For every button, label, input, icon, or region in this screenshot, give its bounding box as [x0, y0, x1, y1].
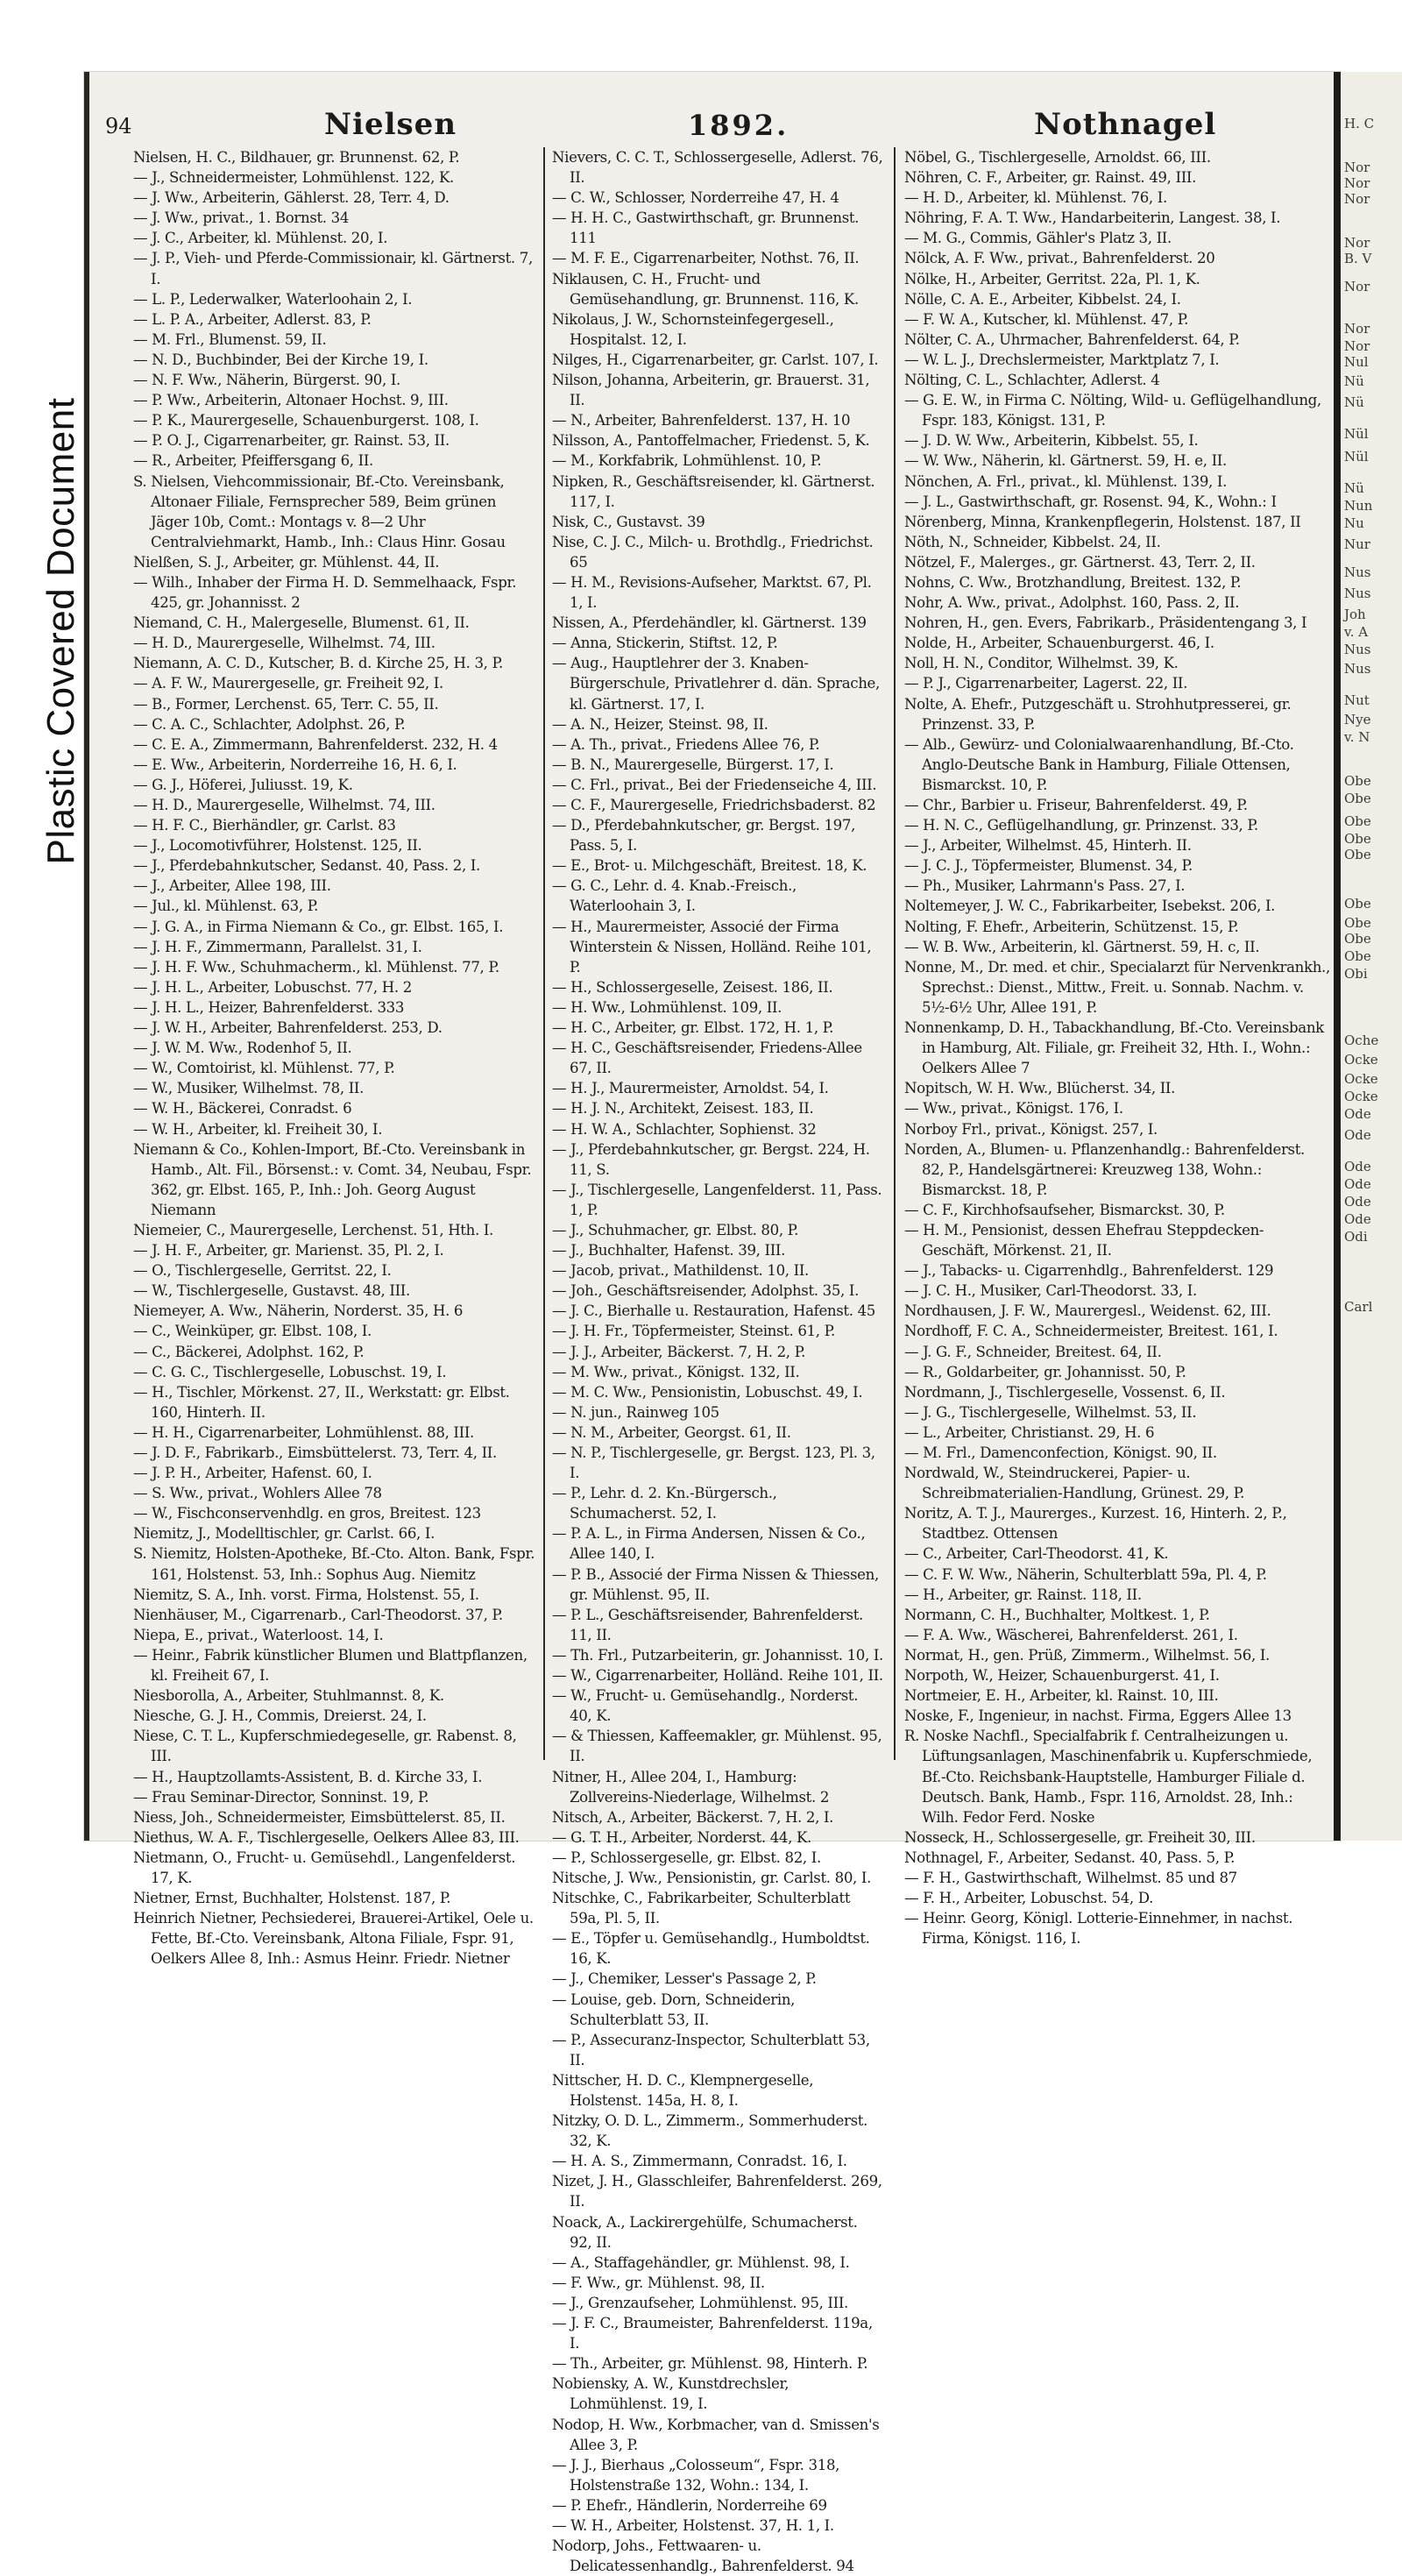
next-page-fragment: Obe: [1344, 791, 1371, 806]
directory-entry: Nölter, C. A., Uhrmacher, Bahrenfelderst. 64, P.: [904, 330, 1240, 348]
directory-entry: — J., Schuhmacher, gr. Elbst. 80, P.: [552, 1221, 799, 1238]
directory-entry: — J. H. L., Heizer, Bahrenfelderst. 333: [133, 998, 405, 1016]
directory-entry: Nonne, M., Dr. med. et chir., Specialarzt für Nervenkrankh., Sprechst.: Dienst., Mittw., Freit. u. Sonnab. Nachm. v. 5½-6½ Uhr, Allee 191, P.: [904, 958, 1330, 1016]
directory-entry: Niklausen, C. H., Frucht- und Gemüsehandlung, gr. Brunnenst. 116, K.: [552, 270, 859, 308]
next-page-fragment: Nus: [1344, 564, 1371, 580]
directory-entry: Nopitsch, W. H. Ww., Blücherst. 34, II.: [904, 1080, 1176, 1097]
next-page-fragment: Obi: [1344, 966, 1368, 982]
directory-entry: Noritz, A. T. J., Maurerges., Kurzest. 16, Hinterh. 2, P., Stadtbez. Ottensen: [904, 1505, 1287, 1543]
directory-entry: Nietner, Ernst, Buchhalter, Holstenst. 187, P.: [133, 1890, 451, 1907]
directory-entry: S. Niemitz, Holsten-Apotheke, Bf.-Cto. Alton. Bank, Fspr. 161, Holstenst. 53, Inh.: Sophus Aug. Niemitz: [133, 1545, 535, 1583]
next-page-fragment: Nor: [1344, 321, 1370, 337]
directory-entry: Nolte, A. Ehefr., Putzgeschäft u. Strohhutpresserei, gr. Prinzenst. 33, P.: [904, 695, 1292, 733]
directory-entry: — Aug., Hauptlehrer der 3. Knaben-Bürgerschule, Privatlehrer d. dän. Sprache, kl. Gärtnerst. 17, I.: [552, 655, 880, 713]
directory-entry: — N., Arbeiter, Bahrenfelderst. 137, H. 10: [552, 412, 851, 429]
directory-entry: Nizet, J. H., Glasschleifer, Bahrenfelderst. 269, II.: [552, 2173, 882, 2211]
directory-column-2: [552, 147, 883, 2575]
directory-entry: Niepa, E., privat., Waterloost. 14, I.: [133, 1626, 384, 1643]
next-page-fragment: Nü: [1344, 480, 1364, 496]
directory-entry: Normann, C. H., Buchhalter, Moltkest. 1, P.: [904, 1606, 1210, 1623]
directory-entry: — J. W. M. Ww., Rodenhof 5, II.: [133, 1040, 352, 1057]
directory-entry: — N. D., Buchbinder, Bei der Kirche 19, I.: [133, 351, 428, 368]
directory-entry: — C. F. W. Ww., Näherin, Schulterblatt 59a, Pl. 4, P.: [904, 1565, 1267, 1583]
directory-entry: Niemand, C. H., Malergeselle, Blumenst. 61, II.: [133, 614, 470, 632]
directory-entry: — Ph., Musiker, Lahrmann's Pass. 27, I.: [904, 877, 1186, 895]
directory-entry: — W. Ww., Näherin, kl. Gärtnerst. 59, H. e, II.: [904, 452, 1227, 470]
next-page-fragment: Nun: [1344, 498, 1373, 514]
directory-column-1: [133, 147, 536, 1968]
directory-entry: — Th. Frl., Putzarbeiterin, gr. Johannisst. 10, I.: [552, 1646, 883, 1664]
next-page-fragment: Nü: [1344, 373, 1364, 389]
directory-entry: Nipken, R., Geschäftsreisender, kl. Gärtnerst. 117, I.: [552, 472, 875, 510]
directory-entry: — J. C., Bierhalle u. Restauration, Hafenst. 45: [552, 1302, 876, 1320]
column-rule: [543, 147, 545, 1760]
directory-entry: — J., Arbeiter, Wilhelmst. 45, Hinterh. II.: [904, 837, 1192, 855]
directory-entry: Nitsche, J. Ww., Pensionistin, gr. Carlst. 80, I.: [552, 1869, 872, 1886]
directory-entry: — O., Tischlergeselle, Gerritst. 22, I.: [133, 1262, 392, 1280]
next-page-strip: [1341, 72, 1402, 1841]
directory-entry: Noltemeyer, J. W. C., Fabrikarbeiter, Isebekst. 206, I.: [904, 898, 1276, 915]
directory-entry: Nortmeier, E. H., Arbeiter, kl. Rainst. 10, III.: [904, 1687, 1219, 1705]
directory-entry: Nothnagel, F., Arbeiter, Sedanst. 40, Pass. 5, P.: [904, 1849, 1236, 1866]
directory-entry: — G. T. H., Arbeiter, Norderst. 44, K.: [552, 1828, 811, 1846]
directory-entry: — S. Ww., privat., Wohlers Allee 78: [133, 1485, 382, 1502]
directory-entry: — L., Arbeiter, Christianst. 29, H. 6: [904, 1423, 1155, 1441]
directory-entry: — J. G. A., in Firma Niemann & Co., gr. Elbst. 165, I.: [133, 918, 504, 935]
directory-entry: — N. F. Ww., Näherin, Bürgerst. 90, I.: [133, 372, 400, 389]
next-page-fragment: Odi: [1344, 1229, 1368, 1245]
next-page-fragment: Ode: [1344, 1211, 1371, 1227]
directory-entry: Nielsen, H. C., Bildhauer, gr. Brunnenst. 62, P.: [133, 149, 460, 166]
directory-entry: Niemitz, J., Modelltischler, gr. Carlst. 66, I.: [133, 1525, 435, 1543]
directory-entry: Nievers, C. C. T., Schlossergeselle, Adlerst. 76, II.: [552, 149, 883, 187]
directory-entry: — H. Ww., Lohmühlenst. 109, II.: [552, 998, 782, 1016]
next-page-fragment: Obe: [1344, 931, 1371, 947]
directory-entry: — Ww., privat., Königst. 176, I.: [904, 1100, 1123, 1118]
directory-entry: — Chr., Barbier u. Friseur, Bahrenfelderst. 49, P.: [904, 797, 1248, 813]
directory-entry: — J. W. H., Arbeiter, Bahrenfelderst. 253, D.: [133, 1019, 443, 1037]
directory-entry: — P. J., Cigarrenarbeiter, Lagerst. 22, II.: [904, 675, 1188, 692]
next-page-fragment: Nus: [1344, 585, 1371, 601]
directory-entry: — J., Arbeiter, Allee 198, III.: [133, 877, 331, 895]
next-page-fragment: Nul: [1344, 354, 1369, 370]
directory-entry: — M. C. Ww., Pensionistin, Lobuschst. 49, I.: [552, 1383, 863, 1401]
directory-entry: — Jul., kl. Mühlenst. 63, P.: [133, 898, 319, 915]
directory-entry: Nötzel, F., Malerges., gr. Gärtnerst. 43, Terr. 2, II.: [904, 553, 1256, 571]
directory-entry: Nonnenkamp, D. H., Tabackhandlung, Bf.-Cto. Vereinsbank in Hamburg, Alt. Filiale, gr. Freiheit 32, Hth. I., Wohn.: Oelkers Allee 7: [904, 1019, 1324, 1077]
directory-entry: — W., Comtoirist, kl. Mühlenst. 77, P.: [133, 1060, 395, 1077]
directory-entry: Nise, C. J. C., Milch- u. Brothdlg., Friedrichst. 65: [552, 533, 874, 571]
directory-entry: — W. L. J., Drechslermeister, Marktplatz 7, I.: [904, 351, 1220, 368]
directory-entry: — H. H., Cigarrenarbeiter, Lohmühlenst. 88, III.: [133, 1423, 474, 1441]
next-page-fragment: Nor: [1344, 235, 1370, 251]
directory-entry: Nölting, C. L., Schlachter, Adlerst. 4: [904, 372, 1160, 389]
directory-entry: — M., Korkfabrik, Lohmühlenst. 10, P.: [552, 452, 822, 470]
next-page-fragment: Carl: [1344, 1299, 1373, 1315]
directory-entry: — F. A. Ww., Wäscherei, Bahrenfelderst. 261, I.: [904, 1626, 1238, 1643]
directory-entry: Nölle, C. A. E., Arbeiter, Kibbelst. 24, I.: [904, 290, 1181, 308]
directory-entry: Nilges, H., Cigarrenarbeiter, gr. Carlst. 107, I.: [552, 351, 879, 368]
directory-entry: — A. F. W., Maurergeselle, gr. Freiheit 92, I.: [133, 675, 443, 692]
directory-entry: — P. K., Maurergeselle, Schauenburgerst. 108, I.: [133, 412, 479, 429]
directory-entry: — L. P., Lederwalker, Waterloohain 2, I.: [133, 290, 413, 308]
directory-entry: — E., Töpfer u. Gemüsehandlg., Humboldtst. 16, K.: [552, 1930, 870, 1968]
directory-entry: — H. W. A., Schlachter, Sophienst. 32: [552, 1120, 817, 1138]
directory-entry: — F. H., Arbeiter, Lobuschst. 54, D.: [904, 1890, 1154, 1907]
directory-entry: — B. N., Maurergeselle, Bürgerst. 17, I.: [552, 756, 834, 773]
directory-entry: — M. Frl., Blumenst. 59, II.: [133, 330, 327, 348]
directory-entry: — Alb., Gewürz- und Colonialwaarenhandlung, Bf.-Cto. Anglo-Deutsche Bank in Hamburg, Filiale Ottensen, Bismarckst. 10, P.: [904, 735, 1294, 793]
next-page-fragment: Ode: [1344, 1127, 1371, 1143]
directory-entry: — M. Ww., privat., Königst. 132, II.: [552, 1363, 800, 1380]
directory-entry: Nienhäuser, M., Cigarrenarb., Carl-Theodorst. 37, P.: [133, 1606, 503, 1623]
next-page-fragment: Ocke: [1344, 1052, 1378, 1068]
directory-entry: — W., Cigarrenarbeiter, Holländ. Reihe 101, II.: [552, 1667, 883, 1685]
directory-entry: — J. J., Arbeiter, Bäckerst. 7, H. 2, P.: [552, 1343, 806, 1360]
directory-entry: — H., Tischler, Mörkenst. 27, II., Werkstatt: gr. Elbst. 160, Hinterh. II.: [133, 1383, 510, 1421]
directory-entry: Niemitz, S. A., Inh. vorst. Firma, Holstenst. 55, I.: [133, 1586, 479, 1603]
directory-entry: — J. H. F. Ww., Schuhmacherm., kl. Mühlenst. 77, P.: [133, 958, 499, 976]
directory-entry: Niemann, A. C. D., Kutscher, B. d. Kirche 25, H. 3, P.: [133, 655, 503, 672]
next-page-fragment: Nor: [1344, 191, 1370, 207]
directory-entry: — J. F. C., Braumeister, Bahrenfelderst. 119a, I.: [552, 2315, 873, 2352]
directory-entry: — H. M., Revisions-Aufseher, Marktst. 67, Pl. 1, I.: [552, 573, 872, 612]
directory-entry: — H. F. C., Bierhändler, gr. Carlst. 83: [133, 817, 396, 834]
directory-entry: — N. P., Tischlergeselle, gr. Bergst. 123, Pl. 3, I.: [552, 1444, 875, 1482]
directory-entry: — J. P. H., Arbeiter, Hafenst. 60, I.: [133, 1465, 372, 1482]
directory-entry: — W., Frucht- u. Gemüsehandlg., Norderst. 40, K.: [552, 1687, 859, 1725]
sidebar-strip: [0, 0, 81, 1908]
next-page-fragment: Nye: [1344, 712, 1371, 727]
directory-entry: — P., Schlossergeselle, gr. Elbst. 82, I.: [552, 1849, 821, 1866]
next-page-fragment: Obe: [1344, 831, 1371, 847]
next-page-fragment: Nü: [1344, 394, 1364, 410]
directory-entry: — C. F., Maurergeselle, Friedrichsbaderst. 82: [552, 797, 876, 813]
directory-entry: — H. C., Arbeiter, gr. Elbst. 172, H. 1, P.: [552, 1019, 834, 1037]
directory-entry: Nöhren, C. F., Arbeiter, gr. Rainst. 49, III.: [904, 169, 1197, 187]
running-head-left: Nielsen: [324, 107, 457, 142]
directory-entry: — J., Tabacks- u. Cigarrenhdlg., Bahrenfelderst. 129: [904, 1262, 1274, 1280]
directory-entry: Niese, C. T. L., Kupferschmiedegeselle, gr. Rabenst. 8, III.: [133, 1728, 517, 1765]
directory-entry: — J., Tischlergeselle, Langenfelderst. 11, Pass. 1, P.: [552, 1181, 882, 1218]
directory-entry: — H. H. C., Gastwirthschaft, gr. Brunnenst. 111: [552, 209, 860, 247]
directory-entry: — C. E. A., Zimmermann, Bahrenfelderst. 232, H. 4: [133, 735, 498, 753]
directory-entry: — H. J. N., Architekt, Zeisest. 183, II.: [552, 1100, 814, 1118]
directory-entry: Nohren, H., gen. Evers, Fabrikarb., Präsidentengang 3, I: [904, 614, 1307, 632]
next-page-fragment: Nül: [1344, 449, 1369, 465]
directory-entry: — J., Pferdebahnkutscher, gr. Bergst. 224, H. 11, S.: [552, 1140, 870, 1178]
directory-entry: — H. D., Arbeiter, kl. Mühlenst. 76, I.: [904, 189, 1167, 207]
directory-entry: — C. A. C., Schlachter, Adolphst. 26, P.: [133, 715, 406, 733]
next-page-fragment: v. A: [1344, 624, 1369, 640]
directory-entry: — H. M., Pensionist, dessen Ehefrau Steppdecken-Geschäft, Mörkenst. 21, II.: [904, 1221, 1264, 1260]
directory-entry: Norpoth, W., Heizer, Schauenburgerst. 41, I.: [904, 1667, 1220, 1685]
directory-entry: — J. G. F., Schneider, Breitest. 64, II.: [904, 1343, 1162, 1360]
directory-entry: — W., Fischconservenhdlg. en gros, Breitest. 123: [133, 1505, 481, 1522]
directory-entry: — J. D. F., Fabrikarb., Eimsbüttelerst. 73, Terr. 4, II.: [133, 1444, 497, 1461]
directory-entry: — E., Brot- u. Milchgeschäft, Breitest. 18, K.: [552, 857, 867, 875]
directory-entry: Nölck, A. F. Ww., privat., Bahrenfelderst. 20: [904, 250, 1215, 267]
directory-entry: Nölke, H., Arbeiter, Gerritst. 22a, Pl. 1, K.: [904, 270, 1200, 287]
directory-entry: — H., Maurermeister, Associé der Firma Winterstein & Nissen, Holländ. Reihe 101, P.: [552, 918, 872, 976]
directory-entry: — H., Arbeiter, gr. Rainst. 118, II.: [904, 1586, 1142, 1603]
next-page-fragment: Nor: [1344, 160, 1370, 175]
directory-entry: Nodorp, Johs., Fettwaaren- u. Delicatessenhandlg., Bahrenfelderst. 94: [552, 2537, 854, 2575]
directory-entry: — M. Frl., Damenconfection, Königst. 90, II.: [904, 1444, 1217, 1461]
next-page-fragment: Obe: [1344, 948, 1371, 964]
next-page-fragment: Nu: [1344, 515, 1364, 531]
directory-entry: Nittscher, H. D. C., Klempnergeselle, Holstenst. 145a, H. 8, I.: [552, 2071, 814, 2109]
directory-entry: Nielßen, S. J., Arbeiter, gr. Mühlenst. 44, II.: [133, 553, 440, 571]
directory-entry: — J., Chemiker, Lesser's Passage 2, P.: [552, 1970, 817, 1988]
page-header: [105, 107, 1306, 145]
directory-entry: Nitschke, C., Fabrikarbeiter, Schulterblatt 59a, Pl. 5, II.: [552, 1890, 851, 1927]
directory-entry: — C., Weinküper, gr. Elbst. 108, I.: [133, 1323, 372, 1340]
directory-entry: — E. Ww., Arbeiterin, Norderreihe 16, H. 6, I.: [133, 756, 457, 773]
directory-entry: Heinrich Nietner, Pechsiederei, Brauerei-Artikel, Oele u. Fette, Bf.-Cto. Vereinsbank, Altona Filiale, Fspr. 91, Oelkers Allee 8, Inh.: Asmus Heinr. Friedr. Nietner: [133, 1910, 534, 1968]
directory-entry: — J. H. L., Arbeiter, Lobuschst. 77, H. 2: [133, 978, 412, 996]
next-page-fragment: Obe: [1344, 813, 1371, 829]
directory-entry: — L. P. A., Arbeiter, Adlerst. 83, P.: [133, 310, 372, 328]
directory-entry: Nikolaus, J. W., Schornsteinfegergesell., Hospitalst. 12, I.: [552, 310, 834, 348]
directory-entry: Nitzky, O. D. L., Zimmerm., Sommerhuderst. 32, K.: [552, 2112, 868, 2150]
directory-entry: — J., Pferdebahnkutscher, Sedanst. 40, Pass. 2, I.: [133, 857, 480, 875]
directory-entry: Nietmann, O., Frucht- u. Gemüsehdl., Langenfelderst. 17, K.: [133, 1849, 516, 1886]
directory-entry: — P., Lehr. d. 2. Kn.-Bürgersch., Schumacherst. 52, I.: [552, 1485, 777, 1522]
next-page-fragment: v. N: [1344, 729, 1370, 745]
next-page-fragment: Ocke: [1344, 1071, 1378, 1087]
next-page-fragment: Joh: [1344, 607, 1366, 622]
directory-entry: — H. D., Maurergeselle, Wilhelmst. 74, III.: [133, 635, 435, 652]
directory-entry: — M. F. E., Cigarrenarbeiter, Nothst. 76, II.: [552, 250, 860, 267]
directory-entry: — J., Grenzaufseher, Lohmühlenst. 95, III.: [552, 2294, 848, 2311]
directory-entry: — H. N. C., Geflügelhandlung, gr. Prinzenst. 33, P.: [904, 817, 1258, 834]
directory-entry: Nordhoff, F. C. A., Schneidermeister, Breitest. 161, I.: [904, 1323, 1278, 1340]
directory-entry: Niesborolla, A., Arbeiter, Stuhlmannst. 8, K.: [133, 1687, 444, 1705]
directory-entry: — A. N., Heizer, Steinst. 98, II.: [552, 715, 768, 733]
directory-entry: R. Noske Nachfl., Specialfabrik f. Centralheizungen u. Lüftungsanlagen, Maschinenfabrik u. Kupferschmiede, Bf.-Cto. Reichsbank-Hauptstelle, Hamburger Filiale d. Deutsch. Bank, Hamb., Fspr. 116, Arnoldst. 28, Inh.: Wilh. Fedor Ferd. Noske: [904, 1728, 1313, 1826]
directory-entry: — F. Ww., gr. Mühlenst. 98, II.: [552, 2274, 765, 2291]
directory-entry: — C. W., Schlosser, Norderreihe 47, H. 4: [552, 189, 839, 207]
directory-entry: — H., Hauptzollamts-Assistent, B. d. Kirche 33, I.: [133, 1768, 483, 1785]
directory-entry: — P. Ww., Arbeiterin, Altonaer Hochst. 9, III.: [133, 392, 449, 409]
directory-entry: — J. H. F., Zimmermann, Parallelst. 31, I.: [133, 938, 422, 955]
directory-entry: Nobiensky, A. W., Kunstdrechsler, Lohmühlenst. 19, I.: [552, 2375, 790, 2413]
next-page-fragment: Nül: [1344, 426, 1369, 442]
plastic-cover-label: Plastic Covered Document: [39, 397, 82, 865]
next-page-fragment: Nor: [1344, 338, 1370, 354]
directory-entry: — J. G., Tischlergeselle, Wilhelmst. 53, II.: [904, 1403, 1197, 1421]
running-head-year: 1892.: [688, 109, 790, 142]
directory-entry: — C., Arbeiter, Carl-Theodorst. 41, K.: [904, 1545, 1169, 1563]
directory-entry: — & Thiessen, Kaffeemakler, gr. Mühlenst. 95, II.: [552, 1728, 882, 1765]
directory-entry: Norden, A., Blumen- u. Pflanzenhandlg.: Bahrenfelderst. 82, P., Handelsgärtnerei: Kreuzweg 138, Wohn.: Bismarckst. 18, P.: [904, 1140, 1305, 1198]
directory-entry: — J. Ww., privat., 1. Bornst. 34: [133, 209, 350, 227]
directory-entry: — Jacob, privat., Mathildenst. 10, II.: [552, 1262, 809, 1280]
directory-entry: Noack, A., Lackirergehülfe, Schumacherst. 92, II.: [552, 2213, 858, 2251]
directory-entry: — B., Former, Lerchenst. 65, Terr. C. 55, II.: [133, 695, 439, 713]
directory-entry: Nilson, Johanna, Arbeiterin, gr. Brauerst. 31, II.: [552, 372, 870, 409]
next-page-fragment: Nus: [1344, 642, 1371, 657]
directory-entry: Niemeyer, A. Ww., Näherin, Norderst. 35, H. 6: [133, 1302, 464, 1320]
directory-entry: — P. O. J., Cigarrenarbeiter, gr. Rainst. 53, II.: [133, 432, 450, 450]
directory-entry: — W. H., Bäckerei, Conradst. 6: [133, 1100, 352, 1118]
directory-entry: — Wilh., Inhaber der Firma H. D. Semmelhaack, Fspr. 425, gr. Johannisst. 2: [133, 573, 517, 612]
directory-entry: — Heinr. Georg, Königl. Lotterie-Einnehmer, in nachst. Firma, Königst. 116, I.: [904, 1910, 1293, 1948]
directory-entry: — H., Schlossergeselle, Zeisest. 186, II.: [552, 978, 833, 996]
directory-entry: Nordhausen, J. F. W., Maurergesl., Weidenst. 62, III.: [904, 1302, 1271, 1320]
directory-entry: Norboy Frl., privat., Königst. 257, I.: [904, 1120, 1158, 1138]
next-page-fragment: Nus: [1344, 661, 1371, 677]
page-number: 94: [105, 114, 132, 138]
directory-entry: — H. J., Maurermeister, Arnoldst. 54, I.: [552, 1080, 829, 1097]
directory-entry: Nisk, C., Gustavst. 39: [552, 513, 705, 530]
directory-entry: Nitsch, A., Arbeiter, Bäckerst. 7, H. 2, I.: [552, 1808, 834, 1826]
directory-entry: — J. Ww., Arbeiterin, Gählerst. 28, Terr. 4, D.: [133, 189, 450, 207]
next-page-fragment: Nor: [1344, 279, 1370, 295]
directory-entry: — H. D., Maurergeselle, Wilhelmst. 74, III.: [133, 797, 435, 813]
directory-entry: — A., Staffagehändler, gr. Mühlenst. 98, I.: [552, 2253, 850, 2271]
directory-entry: — N. M., Arbeiter, Georgst. 61, II.: [552, 1423, 791, 1441]
running-head-right: Nothnagel: [1034, 107, 1217, 142]
directory-entry: — G. J., Höferei, Juliusst. 19, K.: [133, 776, 353, 793]
next-page-fragment: Obe: [1344, 847, 1371, 862]
next-page-fragment: Ode: [1344, 1106, 1371, 1122]
directory-entry: — P. Ehefr., Händlerin, Norderreihe 69: [552, 2496, 827, 2514]
directory-entry: — J. H. F., Arbeiter, gr. Marienst. 35, Pl. 2, I.: [133, 1242, 444, 1260]
directory-entry: — Heinr., Fabrik künstlicher Blumen und Blattpflanzen, kl. Freiheit 67, I.: [133, 1646, 528, 1685]
directory-entry: Nöbel, G., Tischlergeselle, Arnoldst. 66, III.: [904, 149, 1211, 166]
directory-entry: S. Nielsen, Viehcommissionair, Bf.-Cto. Vereinsbank, Altonaer Filiale, Fernsprecher 589, Beim grünen Jäger 10b, Comt.: Montags v. 8—2 Uhr Centralviehmarkt, Hamb., Inh.: Claus Hinr. Gosau: [133, 472, 506, 550]
directory-entry: — Louise, geb. Dorn, Schneiderin, Schulterblatt 53, II.: [552, 1991, 796, 2028]
directory-entry: Nordwald, W., Steindruckerei, Papier- u. Schreibmaterialien-Handlung, Grünest. 29, P.: [904, 1465, 1244, 1502]
directory-entry: Niemeier, C., Maurergeselle, Lerchenst. 51, Hth. I.: [133, 1221, 493, 1238]
directory-entry: Noll, H. N., Conditor, Wilhelmst. 39, K.: [904, 655, 1179, 672]
directory-entry: — J. L., Gastwirthschaft, gr. Rosenst. 94, K., Wohn.: I: [904, 493, 1277, 510]
directory-entry: Nodop, H. Ww., Korbmacher, van d. Smissen's Allee 3, P.: [552, 2416, 880, 2453]
next-page-fragment: H. C: [1344, 116, 1375, 131]
directory-entry: Nosseck, H., Schlossergeselle, gr. Freiheit 30, III.: [904, 1828, 1256, 1846]
next-page-fragment: Ocke: [1344, 1089, 1378, 1104]
next-page-fragment: Ode: [1344, 1159, 1371, 1174]
directory-entry: — C. G. C., Tischlergeselle, Lobuschst. 19, I.: [133, 1363, 447, 1380]
directory-entry: Nordmann, J., Tischlergeselle, Vossenst. 6, II.: [904, 1383, 1226, 1401]
directory-entry: — G. C., Lehr. d. 4. Knab.-Freisch., Waterloohain 3, I.: [552, 877, 797, 915]
directory-entry: — P. L., Geschäftsreisender, Bahrenfelderst. 11, II.: [552, 1606, 863, 1643]
directory-entry: Nöth, N., Schneider, Kibbelst. 24, II.: [904, 533, 1161, 550]
directory-entry: Niess, Joh., Schneidermeister, Eimsbüttelerst. 85, II.: [133, 1808, 506, 1826]
directory-entry: — J. C., Arbeiter, kl. Mühlenst. 20, I.: [133, 230, 388, 247]
directory-entry: Nohns, C. Ww., Brotzhandlung, Breitest. 132, P.: [904, 573, 1242, 591]
directory-entry: — J. C. J., Töpfermeister, Blumenst. 34, P.: [904, 857, 1193, 875]
directory-entry: Nöhring, F. A. T. Ww., Handarbeiterin, Langest. 38, I.: [904, 209, 1281, 227]
column-rule: [894, 147, 896, 1760]
directory-entry: Niemann & Co., Kohlen-Import, Bf.-Cto. Vereinsbank in Hamb., Alt. Fil., Börsenst.: v. Comt. 34, Neubau, Fspr. 362, gr. Elbst. 165, P., Inh.: Joh. Georg August Niemann: [133, 1140, 532, 1218]
directory-entry: — Frau Seminar-Director, Sonninst. 19, P.: [133, 1788, 429, 1806]
directory-entry: — F. W. A., Kutscher, kl. Mühlenst. 47, P.: [904, 310, 1189, 328]
next-page-fragment: Oche: [1344, 1033, 1379, 1048]
next-page-fragment: Ode: [1344, 1194, 1371, 1210]
directory-entry: — C., Bäckerei, Adolphst. 162, P.: [133, 1343, 365, 1360]
directory-entry: Nolting, F. Ehefr., Arbeiterin, Schützenst. 15, P.: [904, 918, 1239, 935]
directory-entry: Normat, H., gen. Prüß, Zimmerm., Wilhelmst. 56, I.: [904, 1646, 1270, 1664]
directory-entry: Niethus, W. A. F., Tischlergeselle, Oelkers Allee 83, III.: [133, 1828, 520, 1846]
next-page-fragment: Nor: [1344, 175, 1370, 191]
page-left-edge: [84, 72, 89, 1841]
directory-entry: Nitner, H., Allee 204, I., Hamburg: Zollvereins-Niederlage, Wilhelmst. 2: [552, 1768, 830, 1806]
directory-entry: Niesche, G. J. H., Commis, Dreierst. 24, I.: [133, 1707, 427, 1725]
directory-entry: — C. F., Kirchhofsaufseher, Bismarckst. 30, P.: [904, 1201, 1225, 1218]
directory-entry: — P., Assecuranz-Inspector, Schulterblatt 53, II.: [552, 2031, 870, 2069]
directory-entry: — F. H., Gastwirthschaft, Wilhelmst. 85 und 87: [904, 1869, 1237, 1886]
next-page-fragment: Nut: [1344, 692, 1370, 708]
directory-entry: Noske, F., Ingenieur, in nachst. Firma, Eggers Allee 13: [904, 1707, 1292, 1725]
directory-entry: — W., Tischlergeselle, Gustavst. 48, III.: [133, 1282, 410, 1300]
directory-entry: Nissen, A., Pferdehändler, kl. Gärtnerst. 139: [552, 614, 867, 632]
directory-entry: Nörenberg, Minna, Krankenpflegerin, Holstenst. 187, II: [904, 513, 1301, 530]
directory-entry: — W. H., Arbeiter, Holstenst. 37, H. 1, I.: [552, 2516, 834, 2534]
next-page-fragment: Obe: [1344, 773, 1371, 789]
next-page-fragment: B. V: [1344, 251, 1372, 266]
directory-entry: — H. C., Geschäftsreisender, Friedens-Allee 67, II.: [552, 1040, 862, 1077]
directory-entry: — J., Schneidermeister, Lohmühlenst. 122, K.: [133, 169, 454, 187]
directory-entry: — D., Pferdebahnkutscher, gr. Bergst. 197, Pass. 5, I.: [552, 817, 856, 855]
directory-entry: Nönchen, A. Frl., privat., kl. Mühlenst. 139, I.: [904, 472, 1228, 490]
directory-entry: — Anna, Stickerin, Stiftst. 12, P.: [552, 635, 778, 652]
directory-column-3: [904, 147, 1330, 1948]
directory-entry: — J., Buchhalter, Hafenst. 39, III.: [552, 1242, 786, 1260]
next-page-fragment: Nur: [1344, 536, 1370, 552]
directory-entry: — C. Frl., privat., Bei der Friedenseiche 4, III.: [552, 776, 877, 793]
directory-entry: — R., Arbeiter, Pfeiffersgang 6, II.: [133, 452, 373, 470]
directory-entry: — W., Musiker, Wilhelmst. 78, II.: [133, 1080, 365, 1097]
next-page-fragment: Ode: [1344, 1176, 1371, 1192]
next-page-fragment: Obe: [1344, 915, 1371, 931]
directory-entry: — J., Locomotivführer, Holstenst. 125, II.: [133, 837, 422, 855]
directory-entry: — J. H. Fr., Töpfermeister, Steinst. 61, P.: [552, 1323, 835, 1340]
directory-entry: — W. H., Arbeiter, kl. Freiheit 30, I.: [133, 1120, 383, 1138]
directory-entry: — J. J., Bierhaus „Colosseum“, Fspr. 318, Holstenstraße 132, Wohn.: 134, I.: [552, 2456, 840, 2494]
directory-entry: — J. P., Vieh- und Pferde-Commissionair, kl. Gärtnerst. 7, I.: [133, 250, 533, 287]
directory-entry: — P. B., Associé der Firma Nissen & Thiessen, gr. Mühlenst. 95, II.: [552, 1565, 879, 1603]
directory-entry: — J. D. W. Ww., Arbeiterin, Kibbelst. 55, I.: [904, 432, 1199, 450]
directory-entry: — P. A. L., in Firma Andersen, Nissen & Co., Allee 140, I.: [552, 1525, 866, 1563]
directory-entry: — H. A. S., Zimmermann, Conradst. 16, I.: [552, 2153, 847, 2170]
directory-entry: Nohr, A. Ww., privat., Adolphst. 160, Pass. 2, II.: [904, 594, 1240, 612]
directory-entry: — G. E. W., in Firma C. Nölting, Wild- u. Geflügelhandlung, Fspr. 183, Königst. 131, P.: [904, 392, 1321, 429]
directory-entry: — J. C. H., Musiker, Carl-Theodorst. 33, I.: [904, 1282, 1197, 1300]
directory-entry: Nilsson, A., Pantoffelmacher, Friedenst. 5, K.: [552, 432, 870, 450]
directory-entry: — Th., Arbeiter, gr. Mühlenst. 98, Hinterh. P.: [552, 2355, 868, 2373]
directory-entry: — Joh., Geschäftsreisender, Adolphst. 35, I.: [552, 1282, 860, 1300]
directory-entry: — W. B. Ww., Arbeiterin, kl. Gärtnerst. 59, H. c, II.: [904, 938, 1260, 955]
next-page-fragment: Obe: [1344, 896, 1371, 912]
directory-entry: — N. jun., Rainweg 105: [552, 1403, 719, 1421]
book-spine: [1334, 72, 1341, 1841]
directory-entry: — R., Goldarbeiter, gr. Johannisst. 50, P.: [904, 1363, 1186, 1380]
directory-entry: — A. Th., privat., Friedens Allee 76, P.: [552, 735, 820, 753]
directory-entry: Nolde, H., Arbeiter, Schauenburgerst. 46, I.: [904, 635, 1214, 652]
directory-entry: — M. G., Commis, Gähler's Platz 3, II.: [904, 230, 1172, 247]
